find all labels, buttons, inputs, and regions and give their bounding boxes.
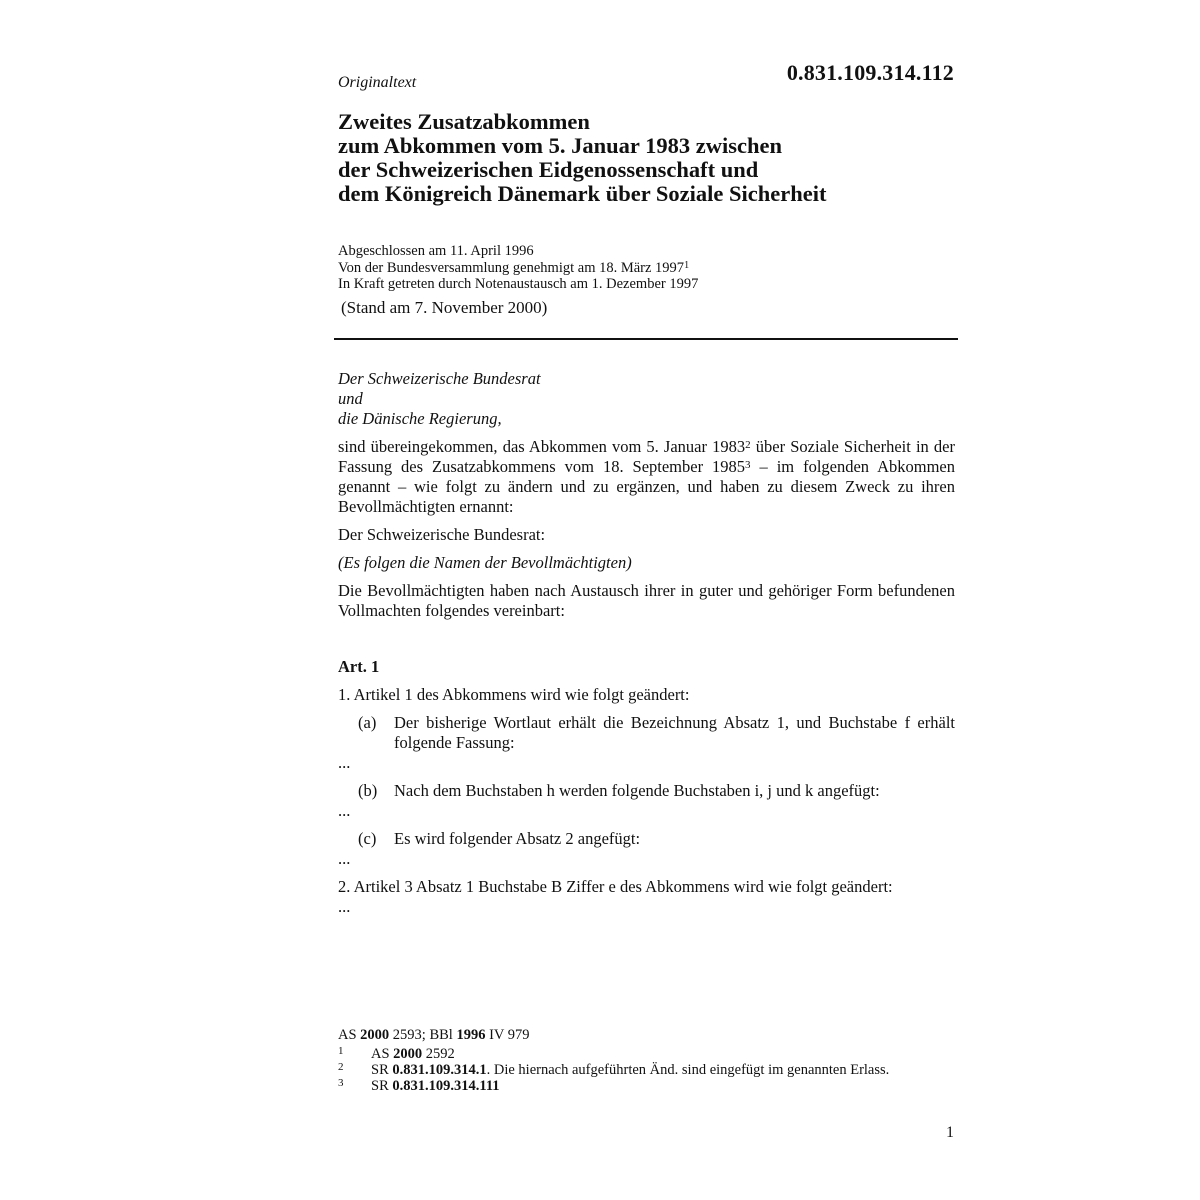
party-swiss: Der Schweizerische Bundesrat — [338, 369, 541, 388]
article-paragraph: 2. Artikel 3 Absatz 1 Buchstabe B Ziffer e des Abkommens wird wie folgt geändert: — [338, 877, 893, 896]
footnote — [338, 1078, 978, 1094]
list-item — [358, 713, 955, 753]
footnote-number: 3 — [338, 1077, 344, 1089]
document-metadata — [338, 243, 958, 293]
concluded-date: Abgeschlossen am 11. April 1996 — [338, 243, 534, 259]
footnote-ref[interactable]: 1 — [684, 259, 690, 271]
title-line: dem Königreich Dänemark über Soziale Sicherheit — [338, 181, 827, 206]
in-force-date: In Kraft getreten durch Notenaustausch am 1. Dezember 1997 — [338, 276, 699, 292]
document-title — [338, 110, 958, 206]
title-line: Zweites Zusatzabkommen — [338, 109, 590, 134]
footnote-ref[interactable]: 2 — [745, 439, 751, 451]
ellipsis: ... — [338, 801, 351, 820]
footnote-number: 1 — [338, 1045, 344, 1057]
item-label: (c) — [358, 829, 377, 848]
approval-date: Von der Bundesversammlung genehmigt am 18. März 1997$^1$ — [338, 259, 690, 276]
item-text: Nach dem Buchstaben h werden folgende Buchstaben i, j und k angefügt: — [394, 781, 880, 800]
ellipsis: ... — [338, 897, 351, 916]
conjunction: und — [338, 389, 363, 408]
page-number: 1 — [946, 1124, 954, 1141]
title-line: der Schweizerischen Eidgenossenschaft und — [338, 157, 759, 182]
official-source-reference: AS 2000 2593; BBl 1996 IV 979 — [338, 1027, 530, 1043]
item-text: Es wird folgender Absatz 2 angefügt: — [394, 829, 641, 848]
list-item — [358, 829, 955, 849]
header-divider — [334, 338, 958, 340]
document-number: 0.831.109.314.112 — [786, 60, 954, 85]
plenipotentiary-names: (Es folgen die Namen der Bevollmächtigten) — [338, 553, 632, 572]
footnote-ref[interactable]: 3 — [745, 459, 751, 471]
title-line: zum Abkommen vom 5. Januar 1983 zwischen — [338, 133, 782, 158]
footnotes-section — [338, 1027, 978, 1094]
article-paragraph: 1. Artikel 1 des Abkommens wird wie folgt geändert: — [338, 685, 690, 704]
article-title: Art. 1 — [338, 657, 380, 676]
item-label: (a) — [358, 713, 377, 732]
originaltext-label: Originaltext — [338, 74, 417, 91]
item-text: Der bisherige Wortlaut erhält die Bezeichnung Absatz 1, und Buchstabe f erhält folgende Fassung: — [394, 713, 955, 752]
footnote-text: AS 2000 2592 — [371, 1046, 455, 1062]
ellipsis: ... — [338, 753, 351, 772]
footnote — [338, 1046, 978, 1062]
ellipsis: ... — [338, 849, 351, 868]
footnote-text: SR 0.831.109.314.111 — [371, 1078, 500, 1094]
plenipotentiary-heading: Der Schweizerische Bundesrat: — [338, 525, 546, 544]
footnote-number: 2 — [338, 1061, 344, 1073]
footnote — [338, 1062, 978, 1078]
footnote-text: SR 0.831.109.314.1. Die hiernach aufgeführten Änd. sind eingefügt im genannten Erlass. — [371, 1062, 890, 1078]
list-item — [358, 781, 955, 801]
party-danish: die Dänische Regierung, — [338, 409, 502, 428]
preamble-paragraph: sind übereingekommen, das Abkommen vom 5. Januar 1983$^2$ über Soziale Sicherheit in der Fassung des Zusatzabkommens vom 18. September 1985$^3$ – im folgenden Abkommen genannt – wie folgt zu ändern und zu ergänzen, und haben zu diesem Zweck zu ihren Bevollmächtigten ernannt: — [338, 437, 955, 516]
item-label: (b) — [358, 781, 378, 800]
status-date: (Stand am 7. November 2000) — [341, 298, 548, 317]
agreement-paragraph: Die Bevollmächtigten haben nach Austausch ihrer in guter und gehöriger Form befundenen Vollmachten folgendes vereinbart: — [338, 581, 955, 620]
document-body — [338, 369, 955, 917]
